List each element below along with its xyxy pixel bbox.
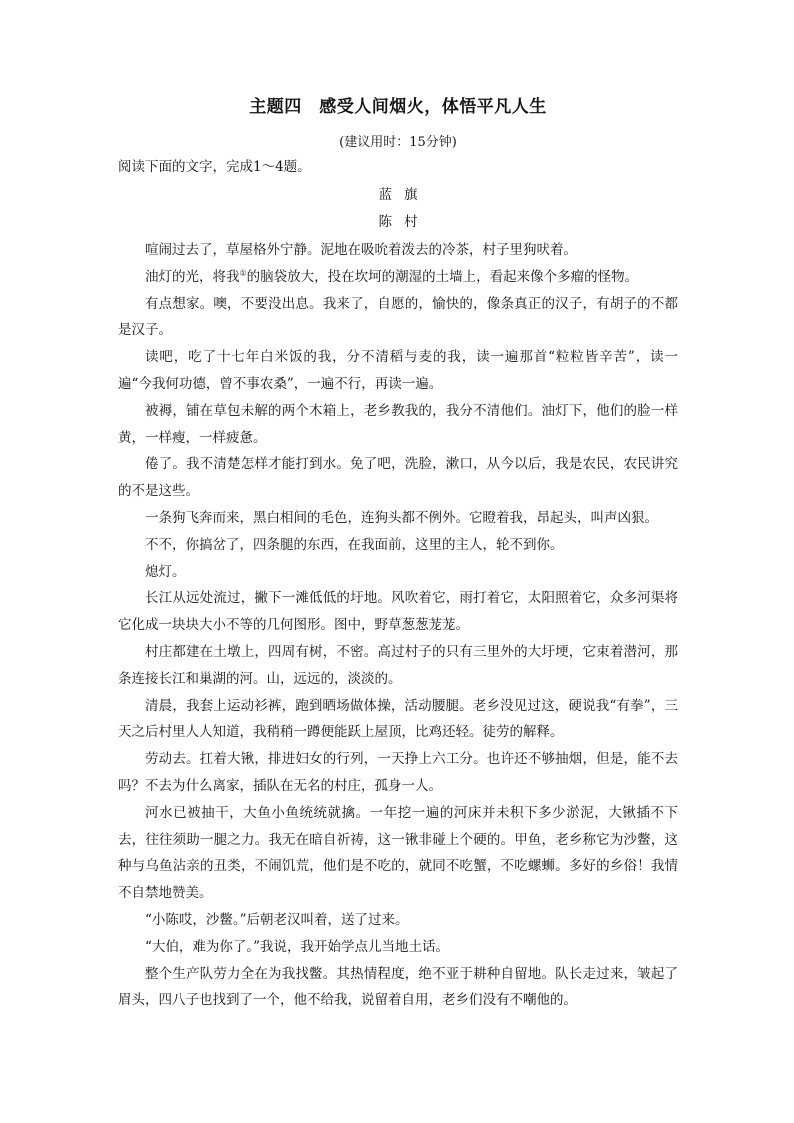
article-author: 陈村 — [378, 214, 430, 230]
footnote-marker: ① — [239, 268, 247, 278]
paragraph-4: 读吧，吃了十七年白米饭的我，分不清稻与麦的我，读一遍那首“粒粒皆辛苦”，读一遍“今我何功德，曾不事农桑”，一遍不行，再读一遍。 — [118, 349, 678, 392]
paragraph-1: 喧闹过去了，草屋格外宁静。泥地在吸吮着泼去的冷茶，村子里狗吠着。 — [145, 242, 577, 258]
paragraph-9: 熄灯。 — [145, 563, 186, 580]
paragraph-3: 有点想家。噢，不要没出息。我来了，自愿的，愉快的，像条真正的汉子，有胡子的不都是汉子。 — [118, 295, 678, 339]
paragraph-7: 一条狗飞奔而来，黑白相间的毛色，连狗头都不例外。它瞪着我，昂起头，叫声凶狠。 — [145, 509, 658, 526]
paragraph-16: “大伯，难为你了。”我说，我开始学点儿当地土话。 — [145, 938, 450, 955]
paragraph-13: 劳动去。扛着大锹，排进妇女的行列，一天挣上六工分。也许还不够抽烟，但是，能不去吗？不去为什么离家，插队在无名的村庄，孤身一人。 — [118, 751, 678, 794]
paragraph-14: 河水已被抽干，大鱼小鱼统统就擒。一年挖一遍的河床并未积下多少淤泥，大锹插不下去，往往须助一腿之力。我无在暗自祈祷，这一锹非碰上个硬的。甲鱼，老乡称它为沙鳖，这种与乌鱼沾亲的丑类，不闹饥荒，他们是不吃的，就同不吃蟹，不吃螺蛳。多好的乡俗！我情不自禁地赞美。 — [118, 804, 678, 902]
paragraph-5: 被褥，铺在草包未解的两个木箱上，老乡教我的，我分不清他们。油灯下，他们的脸一样黄，一样瘦，一样疲惫。 — [118, 402, 678, 446]
paragraph-17: 整个生产队劳力全在为我找鳖。其热情程度，绝不亚于耕种自留地。队长走过来，皱起了眉头，四八子也找到了一个，他不给我，说留着自用，老乡们没有不嘲他的。 — [118, 965, 678, 1009]
paragraph-8: 不不，你搞岔了，四条腿的东西，在我面前，这里的主人，轮不到你。 — [145, 536, 564, 553]
paragraph-10: 长江从远处流过，撇下一滩低低的圩地。风吹着它，雨打着它，太阳照着它，众多河渠将它化成一块块大小不等的几何图形。图中，野草葱葱茏茏。 — [118, 590, 678, 634]
paragraph-2-rest: 的脑袋放大，投在坎坷的潮湿的土墙上，看起来像个多瘤的怪物。 — [246, 268, 639, 285]
article-title: 蓝旗 — [378, 187, 430, 203]
paragraph-2 — [118, 264, 678, 291]
page-title: 主题四 感受人间烟火，体悟平凡人生 — [249, 97, 547, 117]
instruction-text: 阅读下面的文字，完成1～4题。 — [118, 159, 311, 175]
paragraph-12: 清晨，我套上运动衫裤，跑到晒场做体操，活动腰腿。老乡没见过这，硬说我“有拳”，三天之后村里人人知道，我稍稍一蹲便能跃上屋顶，比鸡还轻。徒劳的解释。 — [118, 697, 678, 741]
paragraph-11: 村庄都建在土墩上，四周有树，不密。高过村子的只有三里外的大圩埂，它束着潜河，那条连接长江和巢湖的河。山，远远的，淡淡的。 — [118, 643, 678, 687]
article-body — [118, 237, 678, 1014]
paragraph-15: “小陈哎，沙鳖。”后朝老汉叫着，送了过来。 — [145, 911, 409, 928]
paragraph-2-start: 油灯的光，将我 — [145, 268, 240, 285]
paragraph-6: 倦了。我不清楚怎样才能打到水。免了吧，洗脸，漱口，从今以后，我是农民，农民讲究的不是这些。 — [118, 456, 678, 500]
time-note: (建议用时：15分钟) — [339, 135, 457, 150]
document-page — [118, 95, 678, 1014]
